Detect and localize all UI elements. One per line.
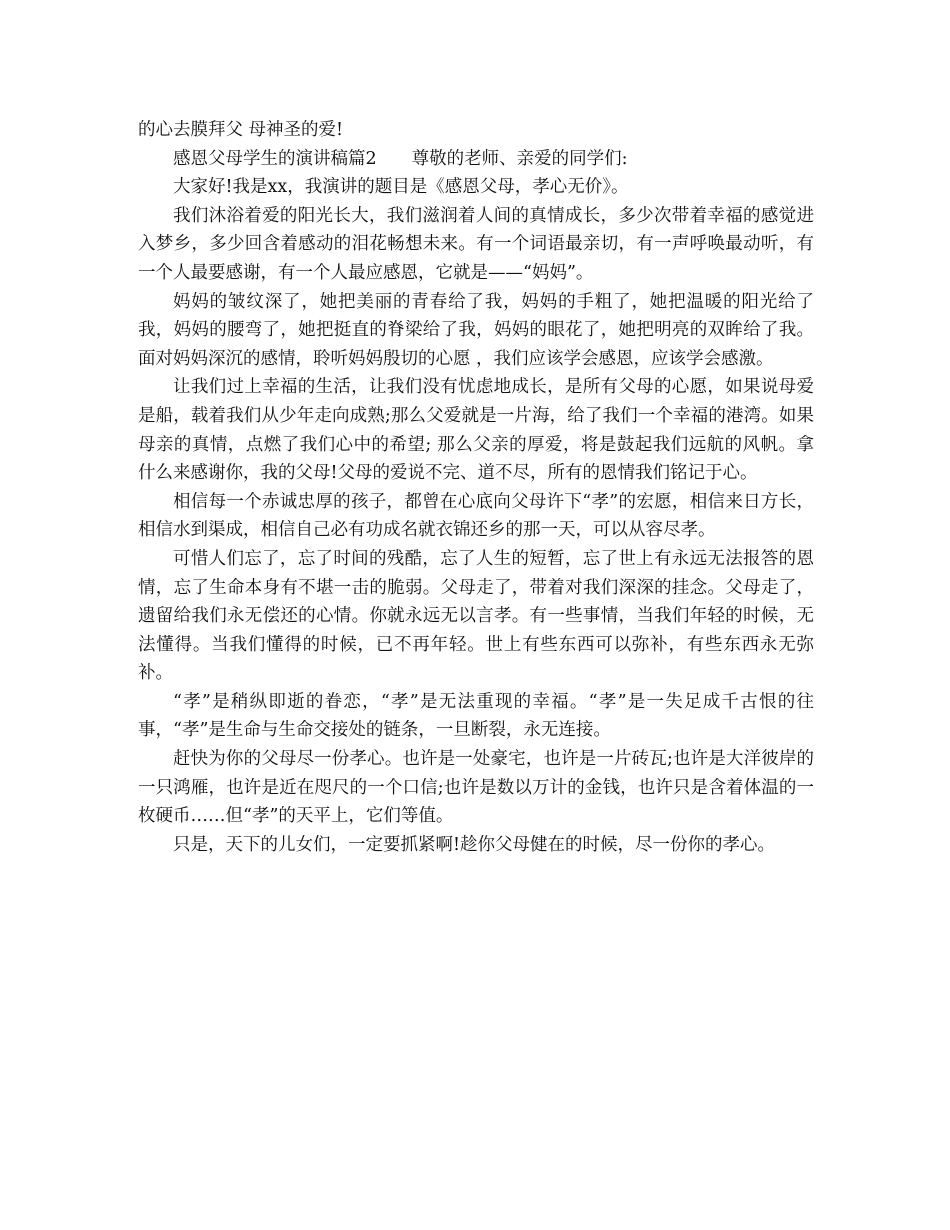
paragraph: 赶快为你的父母尽一份孝心。也许是一处豪宅，也许是一片砖瓦;也许是大洋彼岸的一只鸿雁，也许是近在咫尺的一个口信;也许是数以万计的金钱，也许只是含着体温的一枚硬币……但“孝”的天平上，它们等值。 [138, 749, 814, 827]
paragraph: 可惜人们忘了，忘了时间的残酷，忘了人生的短暂，忘了世上有永远无法报答的恩情，忘了生命本身有不堪一击的脆弱。父母走了，带着对我们深深的挂念。父母走了，遗留给我们永无偿还的心情。你就永远无以言孝。有一些事情，当我们年轻的时候，无法懂得。当我们懂得的时候，已不再年轻。世上有些东西可以弥补，有些东西永无弥补。 [138, 548, 814, 684]
document-body [138, 116, 814, 859]
paragraph-speech-title: 感恩父母学生的演讲稿篇2 尊敬的老师、亲爱的同学们: [173, 148, 628, 169]
paragraph-continuation: 的心去膜拜父 母神圣的爱! [138, 120, 344, 140]
paragraph: “孝”是稍纵即逝的眷恋，“孝”是无法重现的幸福。“孝”是一失足成千古恨的往事，“孝”是生命与生命交接处的链条，一旦断裂，永无连接。 [138, 691, 814, 741]
paragraph: 相信每一个赤诚忠厚的孩子，都曾在心底向父母许下“孝”的宏愿，相信来日方长，相信水到渠成，相信自己必有功成名就衣锦还乡的那一天，可以从容尽孝。 [138, 491, 814, 541]
paragraph: 妈妈的皱纹深了，她把美丽的青春给了我，妈妈的手粗了，她把温暖的阳光给了我，妈妈的腰弯了，她把挺直的脊梁给了我，妈妈的眼花了，她把明亮的双眸给了我。面对妈妈深沉的感情，聆听妈妈殷切的心愿 ，我们应该学会感恩，应该学会感激。 [138, 291, 814, 369]
paragraph-closing: 只是，天下的儿女们，一定要抓紧啊!趁你父母健在的时候，尽一份你的孝心。 [173, 834, 776, 855]
paragraph-greeting: 大家好!我是xx，我演讲的题目是《感恩父母，孝心无价》。 [173, 177, 629, 198]
paragraph: 我们沐浴着爱的阳光长大，我们滋润着人间的真情成长，多少次带着幸福的感觉进入梦乡，多少回含着感动的泪花畅想未来。有一个词语最亲切，有一声呼唤最动听，有一个人最要感谢，有一个人最应感恩，它就是——“妈妈”。 [138, 205, 814, 283]
paragraph: 让我们过上幸福的生活，让我们没有忧虑地成长，是所有父母的心愿，如果说母爱是船，载着我们从少年走向成熟;那么父爱就是一片海，给了我们一个幸福的港湾。如果母亲的真情，点燃了我们心中的希望; 那么父亲的厚爱，将是鼓起我们远航的风帆。拿什么来感谢你，我的父母!父母的爱说不完、道不尽，所有的恩情我们铭记于心。 [138, 377, 814, 484]
